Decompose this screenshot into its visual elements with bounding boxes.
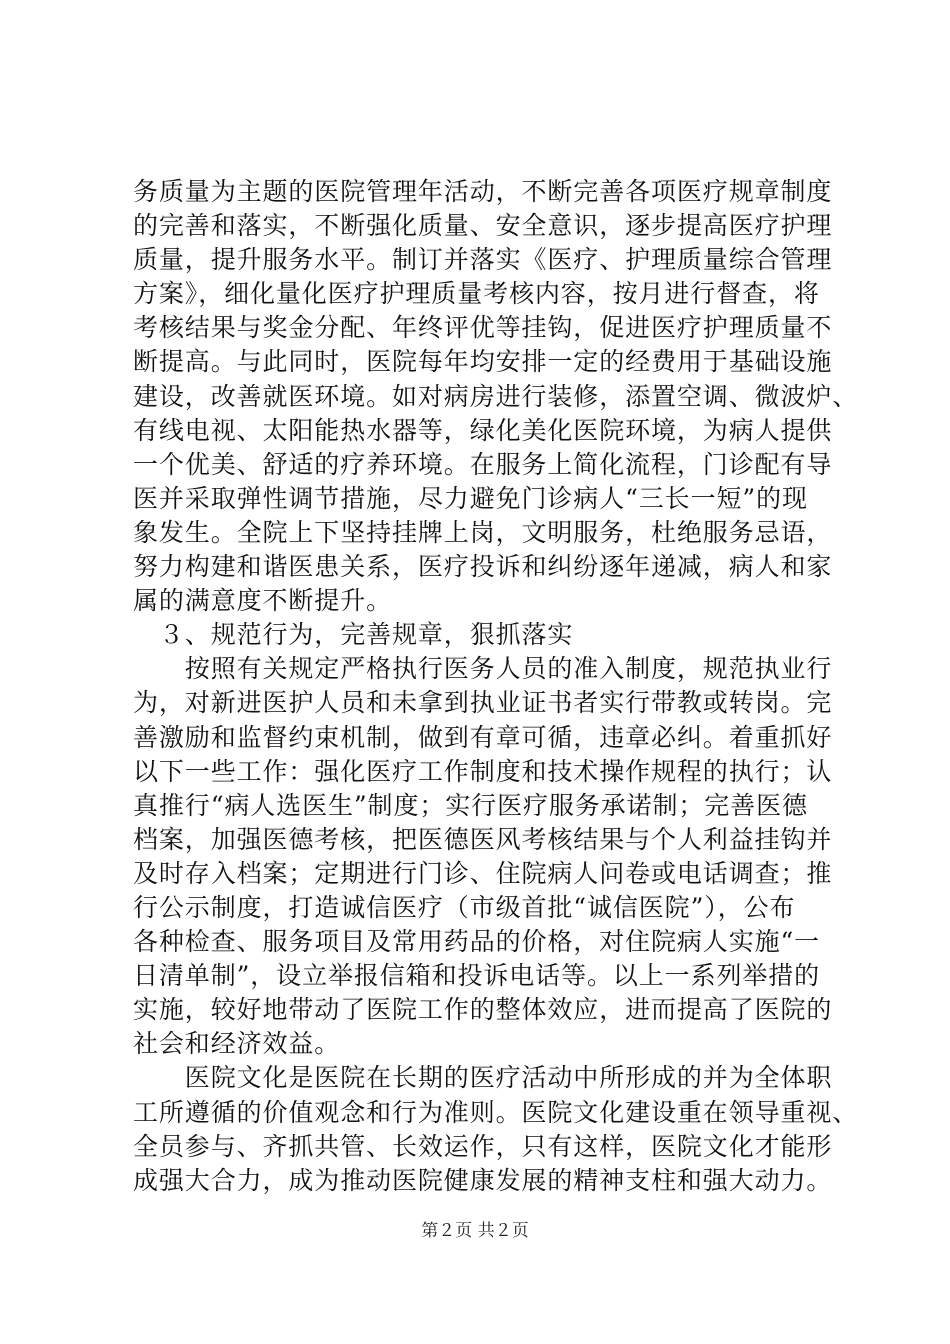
text-line: 一个优美、舒适的疗养环境。在服务上简化流程，门诊配有导 (133, 449, 833, 479)
text-line: 属的满意度不断提升。 (133, 586, 393, 616)
text-line: 为，对新进医护人员和未拿到执业证书者实行带教或转岗。完 (133, 688, 833, 718)
text-line: 全员参与、齐抓共管、长效运作，只有这样，医院文化才能形 (133, 1131, 833, 1161)
text-line: 各种检查、服务项目及常用药品的价格，对住院病人实施“一 (133, 927, 821, 957)
text-line: 实施，较好地带动了医院工作的整体效应，进而提高了医院的 (133, 995, 833, 1025)
text-line: 医并采取弹性调节措施，尽力避免门诊病人“三长一短”的现 (133, 483, 808, 513)
text-line: 工所遵循的价值观念和行为准则。医院文化建设重在领导重视、 (133, 1097, 859, 1127)
text-line: 真推行“病人选医生”制度；实行医疗服务承诺制；完善医德 (133, 790, 808, 820)
text-line: 善激励和监督约束机制，做到有章可循，违章必纠。着重抓好 (133, 722, 833, 752)
text-line: 行公示制度，打造诚信医疗（市级首批“诚信医院”），公布 (133, 892, 796, 922)
body-text (133, 175, 859, 1198)
text-line: 医院文化是医院在长期的医疗活动中所形成的并为全体职 (133, 1063, 833, 1093)
text-line: 档案，加强医德考核，把医德医风考核结果与个人利益挂钩并 (133, 824, 833, 854)
text-line: 按照有关规定严格执行医务人员的准入制度，规范执业行 (133, 654, 833, 684)
text-line: 社会和经济效益。 (133, 1029, 341, 1059)
text-line: 努力构建和谐医患关系，医疗投诉和纠纷逐年递减，病人和家 (133, 552, 833, 582)
text-line: 以下一些工作：强化医疗工作制度和技术操作规程的执行；认 (133, 756, 833, 786)
text-line: 考核结果与奖金分配、年终评优等挂钩，促进医疗护理质量不 (133, 313, 833, 343)
text-line: 建设，改善就医环境。如对病房进行装修，添置空调、微波炉、 (133, 381, 859, 411)
text-line: 质量，提升服务水平。制订并落实《医疗、护理质量综合管理 (133, 245, 833, 275)
text-line: 断提高。与此同时，医院每年均安排一定的经费用于基础设施 (133, 347, 833, 377)
text-line: 及时存入档案；定期进行门诊、住院病人问卷或电话调查；推 (133, 858, 833, 888)
text-line: 务质量为主题的医院管理年活动，不断完善各项医疗规章制度 (133, 177, 833, 206)
text-line: 成强大合力，成为推动医院健康发展的精神支柱和强大动力。 (133, 1165, 833, 1195)
text-line: 的完善和落实，不断强化质量、安全意识，逐步提高医疗护理 (133, 211, 833, 241)
text-line: 有线电视、太阳能热水器等，绿化美化医院环境，为病人提供 (133, 415, 833, 445)
text-line: 象发生。全院上下坚持挂牌上岗，文明服务，杜绝服务忌语， (133, 517, 833, 547)
page-footer: 第２页 共２页 (421, 1221, 529, 1241)
text-line: 日清单制”，设立举报信箱和投诉电话等。以上一系列举措的 (133, 961, 821, 991)
section-heading: ３、规范行为，完善规章，狠抓落实 (133, 620, 574, 650)
text-line: 方案》，细化量化医疗护理质量考核内容，按月进行督查，将 (133, 279, 820, 309)
